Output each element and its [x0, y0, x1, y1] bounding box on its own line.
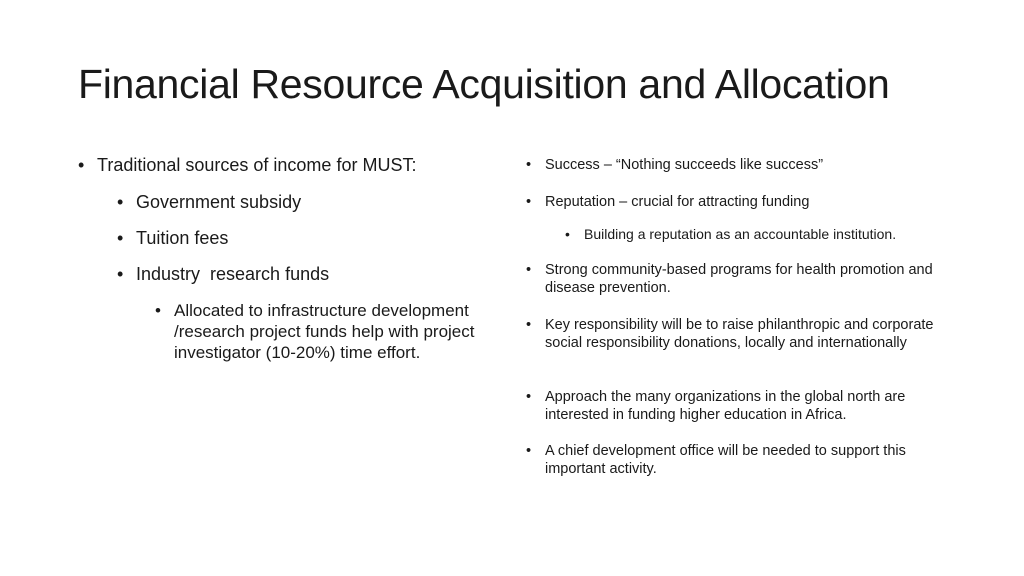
- right-bullet-community: [526, 261, 941, 297]
- bullet-icon: •: [117, 192, 124, 212]
- bullet-text: Key responsibility will be to raise philanthropic and corporate social responsibility donations, locally and internationally: [545, 317, 934, 351]
- right-bullet-reputation: [526, 193, 941, 211]
- bullet-icon: •: [526, 194, 532, 210]
- bullet-text: Approach the many organizations in the global north are interested in funding higher education in Africa.: [545, 389, 906, 423]
- bullet-text: A chief development office will be needed to support this important activity.: [545, 443, 906, 477]
- bullet-icon: •: [78, 155, 85, 175]
- bullet-icon: •: [117, 264, 124, 284]
- right-bullet-philanthropy: [526, 316, 941, 352]
- allocation-note: [155, 300, 500, 363]
- income-source-item: [117, 191, 497, 213]
- bullet-icon: •: [155, 301, 161, 320]
- bullet-icon: •: [117, 228, 124, 248]
- bullet-icon: •: [526, 389, 532, 405]
- right-bullet-chief-development: [526, 442, 941, 478]
- right-subbullet-accountable: [565, 225, 945, 243]
- bullet-icon: •: [526, 443, 532, 459]
- income-source-label: Industry research funds: [136, 264, 330, 284]
- bullet-text: Building a reputation as an accountable institution.: [584, 226, 897, 242]
- bullet-icon: •: [526, 157, 532, 173]
- income-source-item: [117, 263, 497, 285]
- bullet-icon: •: [526, 317, 532, 333]
- right-bullet-success: [526, 156, 941, 174]
- income-source-label: Tuition fees: [136, 228, 229, 248]
- bullet-icon: •: [526, 262, 532, 278]
- bullet-text: Reputation – crucial for attracting funding: [545, 194, 810, 210]
- allocation-note-text: Allocated to infrastructure development /research project funds help with project investigator (10-20%) time effort.: [174, 301, 475, 362]
- slide-title: Financial Resource Acquisition and Allocation: [78, 61, 890, 107]
- bullet-icon: •: [565, 226, 570, 242]
- income-source-item: [117, 227, 497, 249]
- left-main-bullet: [78, 154, 498, 176]
- income-source-label: Government subsidy: [136, 192, 302, 212]
- bullet-text: Strong community-based programs for health promotion and disease prevention.: [545, 262, 933, 296]
- income-sources-heading: Traditional sources of income for MUST:: [97, 155, 417, 175]
- right-bullet-global-north: [526, 388, 941, 424]
- bullet-text: Success – “Nothing succeeds like success”: [545, 157, 824, 173]
